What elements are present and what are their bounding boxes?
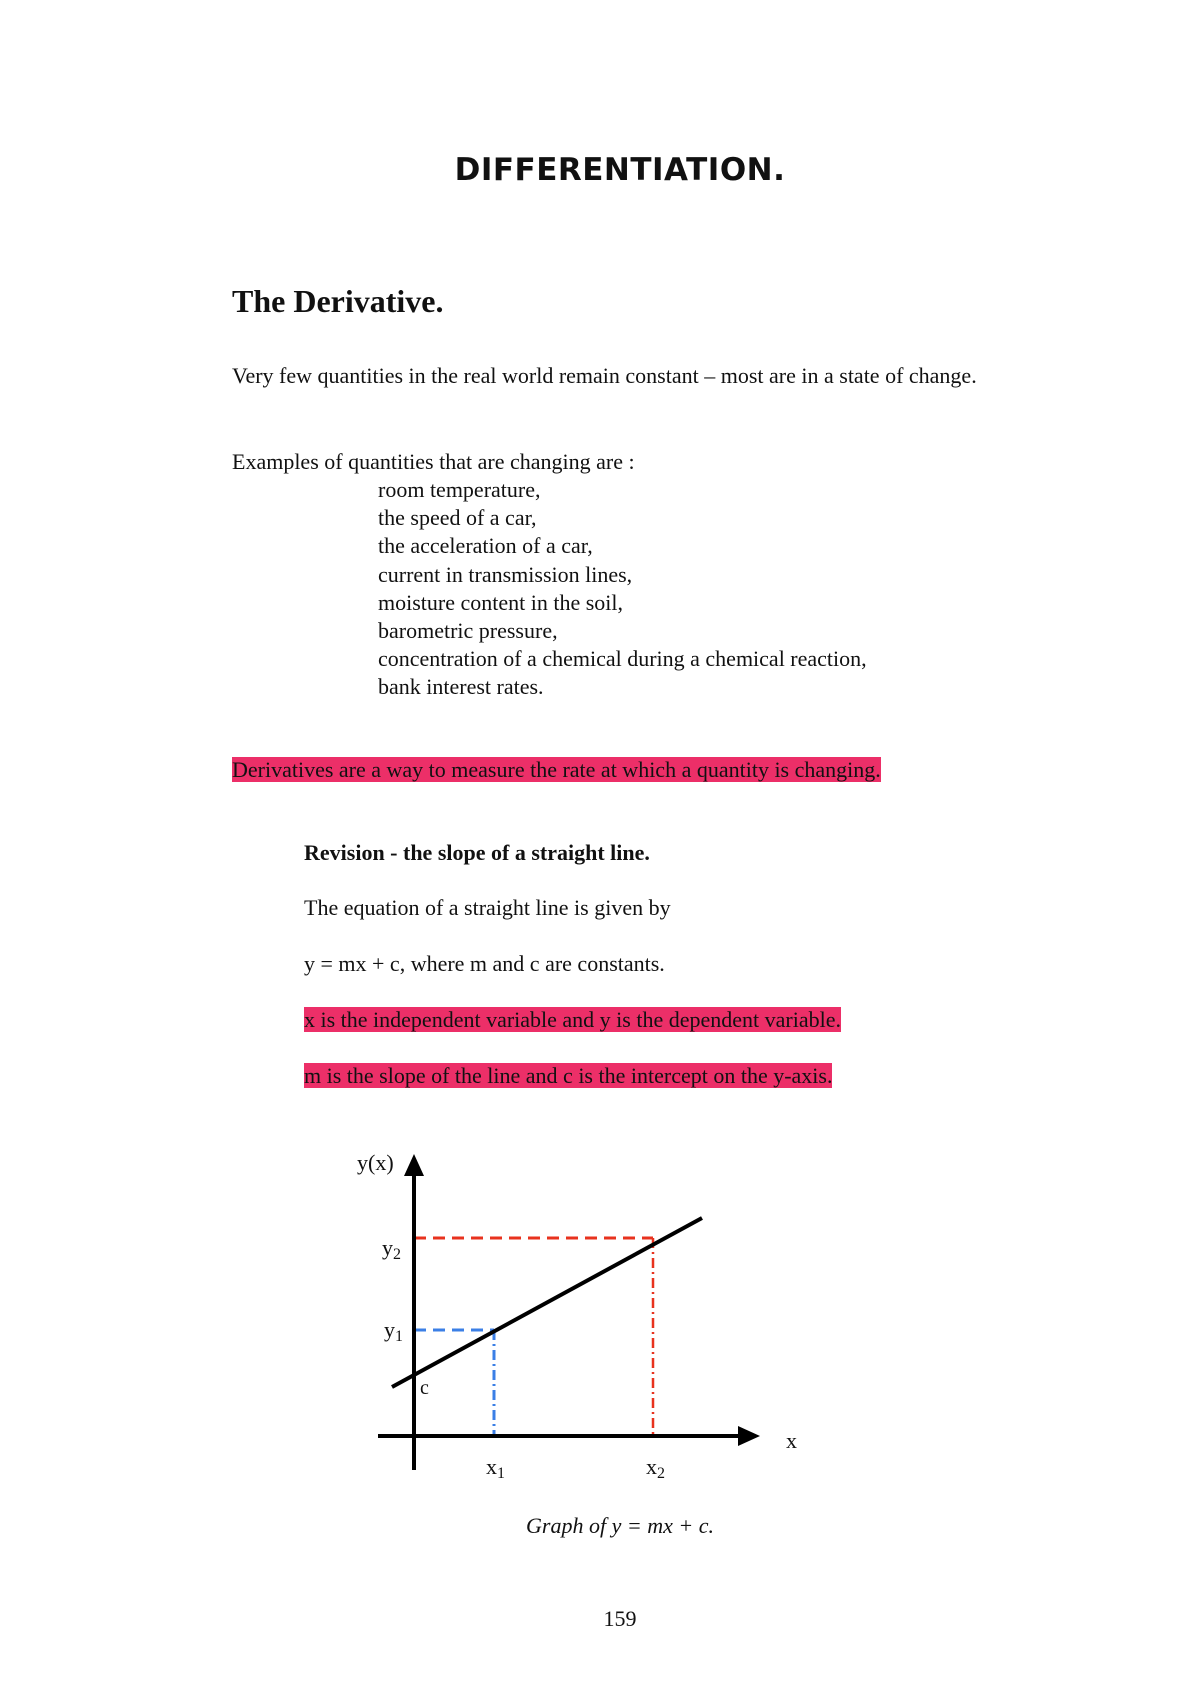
- list-item: barometric pressure,: [378, 618, 558, 644]
- figure-caption: Graph of y = mx + c.: [526, 1513, 714, 1538]
- page-number: 159: [603, 1606, 637, 1631]
- highlighted-variables: x is the independent variable and y is the dependent variable.: [304, 1007, 841, 1032]
- x1-label: x1: [486, 1454, 505, 1482]
- revision-heading: Revision - the slope of a straight line.: [304, 840, 650, 865]
- line-y-mx-c: [392, 1218, 702, 1387]
- list-item: the acceleration of a car,: [378, 533, 593, 559]
- intercept-label: c: [420, 1377, 429, 1399]
- list-item: the speed of a car,: [378, 505, 537, 531]
- y-axis-label: y(x): [357, 1150, 394, 1175]
- x-axis-arrow-icon: [738, 1426, 760, 1446]
- x-axis-label: x: [786, 1428, 797, 1453]
- document-title: DIFFERENTIATION.: [454, 152, 786, 188]
- list-item: moisture content in the soil,: [378, 589, 624, 615]
- highlighted-statement: Derivatives are a way to measure the rate at which a quantity is changing.: [232, 757, 881, 782]
- list-item: bank interest rates.: [378, 674, 544, 700]
- y-axis-arrow-icon: [404, 1154, 424, 1176]
- list-item: room temperature,: [378, 477, 541, 502]
- intro-paragraph: Very few quantities in the real world remain constant – most are in a state of change.: [232, 363, 977, 388]
- revision-line-1: The equation of a straight line is given by: [304, 895, 671, 920]
- list-item: current in transmission lines,: [378, 561, 633, 587]
- x2-label: x2: [646, 1454, 665, 1482]
- examples-intro: Examples of quantities that are changing are :: [232, 449, 635, 474]
- section-heading: The Derivative.: [232, 283, 444, 319]
- y2-label: y2: [382, 1235, 401, 1263]
- highlighted-slope: m is the slope of the line and c is the intercept on the y-axis.: [304, 1063, 833, 1088]
- y1-label: y1: [384, 1317, 403, 1345]
- revision-line-2: y = mx + c, where m and c are constants.: [304, 951, 665, 976]
- list-item: concentration of a chemical during a chemical reaction,: [378, 646, 867, 672]
